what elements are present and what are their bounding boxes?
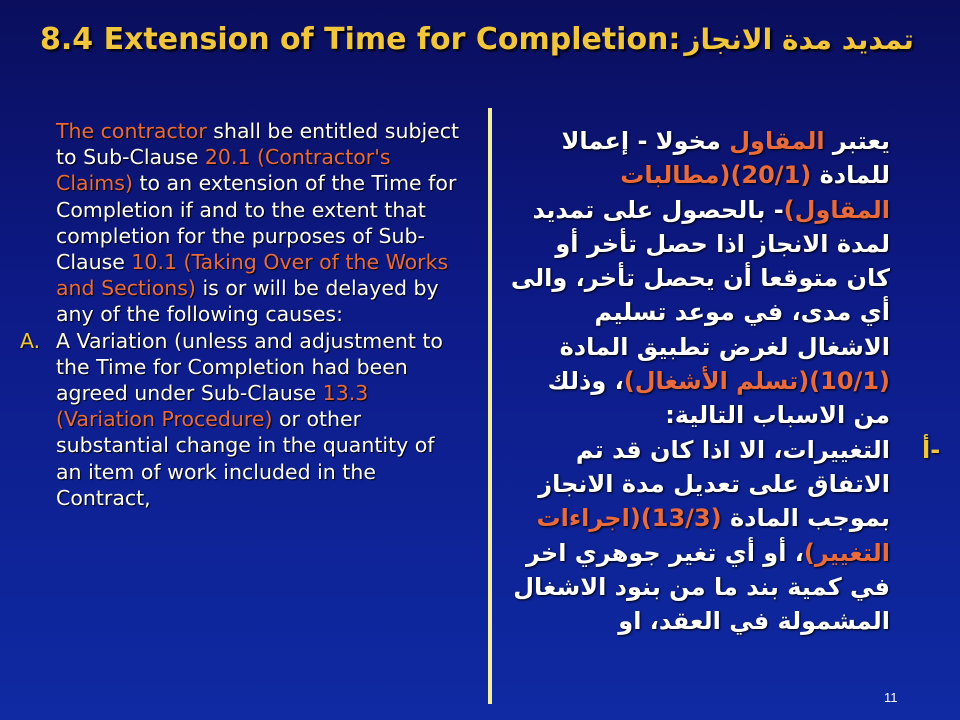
highlight-contractor: The contractor: [56, 119, 207, 143]
highlight-clause-13-3: 13.3 (Variation Procedure): [56, 381, 369, 432]
highlight-clause-10-1-arabic: (10/1)(تسلم الأشغال): [623, 367, 890, 396]
arabic-text-segment: مخولا - إعمالا للمادة: [561, 127, 890, 190]
arabic-text-segment: - بالحصول على تمديد لمدة الانجاز اذا حصل تأخر أو كان متوقعا أن يحصل تأخر، والى أي مدى، في موعد تسليم الاشغال لغرض تطبيق المادة: [510, 195, 890, 361]
english-list-item-a: [20, 328, 460, 511]
english-text-segment: to an extension of the Time for Completion if and to the extent that completion for the purposes of Sub-Clause: [56, 171, 457, 275]
arabic-paragraph: [510, 124, 890, 433]
english-text-segment: or other substantial change in the quantity of an item of work included in the Contract,: [56, 407, 435, 510]
arabic-list-item-a: [510, 433, 890, 639]
list-marker-a: A.: [20, 328, 41, 353]
column-divider: [488, 108, 492, 704]
page-number: 11: [884, 690, 898, 705]
title-english: 8.4 Extension of Time for Completion:: [40, 22, 681, 57]
arabic-text-segment: ، أو أي تغير جوهري اخر في كمية بند ما من بنود الاشغال المشمولة في العقد، او: [513, 538, 890, 636]
arabic-text-segment: يعتبر: [824, 127, 890, 155]
highlight-clause-13-3-arabic: (13/3)(اجراءات التغيير): [536, 504, 890, 567]
english-text-segment: shall be entitled subject to Sub-Clause: [56, 119, 460, 170]
english-paragraph: [56, 118, 460, 328]
highlight-clause-20-1: 20.1 (Contractor's Claims): [56, 145, 391, 196]
title-arabic: تمديد مدة الانجاز: [684, 23, 914, 56]
slide-title: [40, 22, 920, 57]
english-text-segment: is or will be delayed by any of the following causes:: [56, 276, 439, 327]
arabic-list-marker-a: أ-: [922, 436, 941, 464]
arabic-text-segment: ، وذلك من الاسباب التالية:: [547, 367, 890, 430]
highlight-contractor-arabic: المقاول: [729, 127, 825, 155]
highlight-clause-10-1: 10.1 (Taking Over of the Works and Sections): [56, 250, 449, 301]
highlight-clause-20-1-arabic: (20/1)(مطالبات المقاول): [620, 161, 890, 224]
english-column: [20, 118, 460, 511]
arabic-text-segment: التغييرات، الا اذا كان قد تم الاتفاق على تعديل مدة الانجاز بموجب المادة: [538, 435, 890, 533]
english-text-segment: A Variation (unless and adjustment to the Time for Completion had been agreed under Sub-Clause: [56, 328, 443, 406]
arabic-column: [510, 124, 890, 638]
